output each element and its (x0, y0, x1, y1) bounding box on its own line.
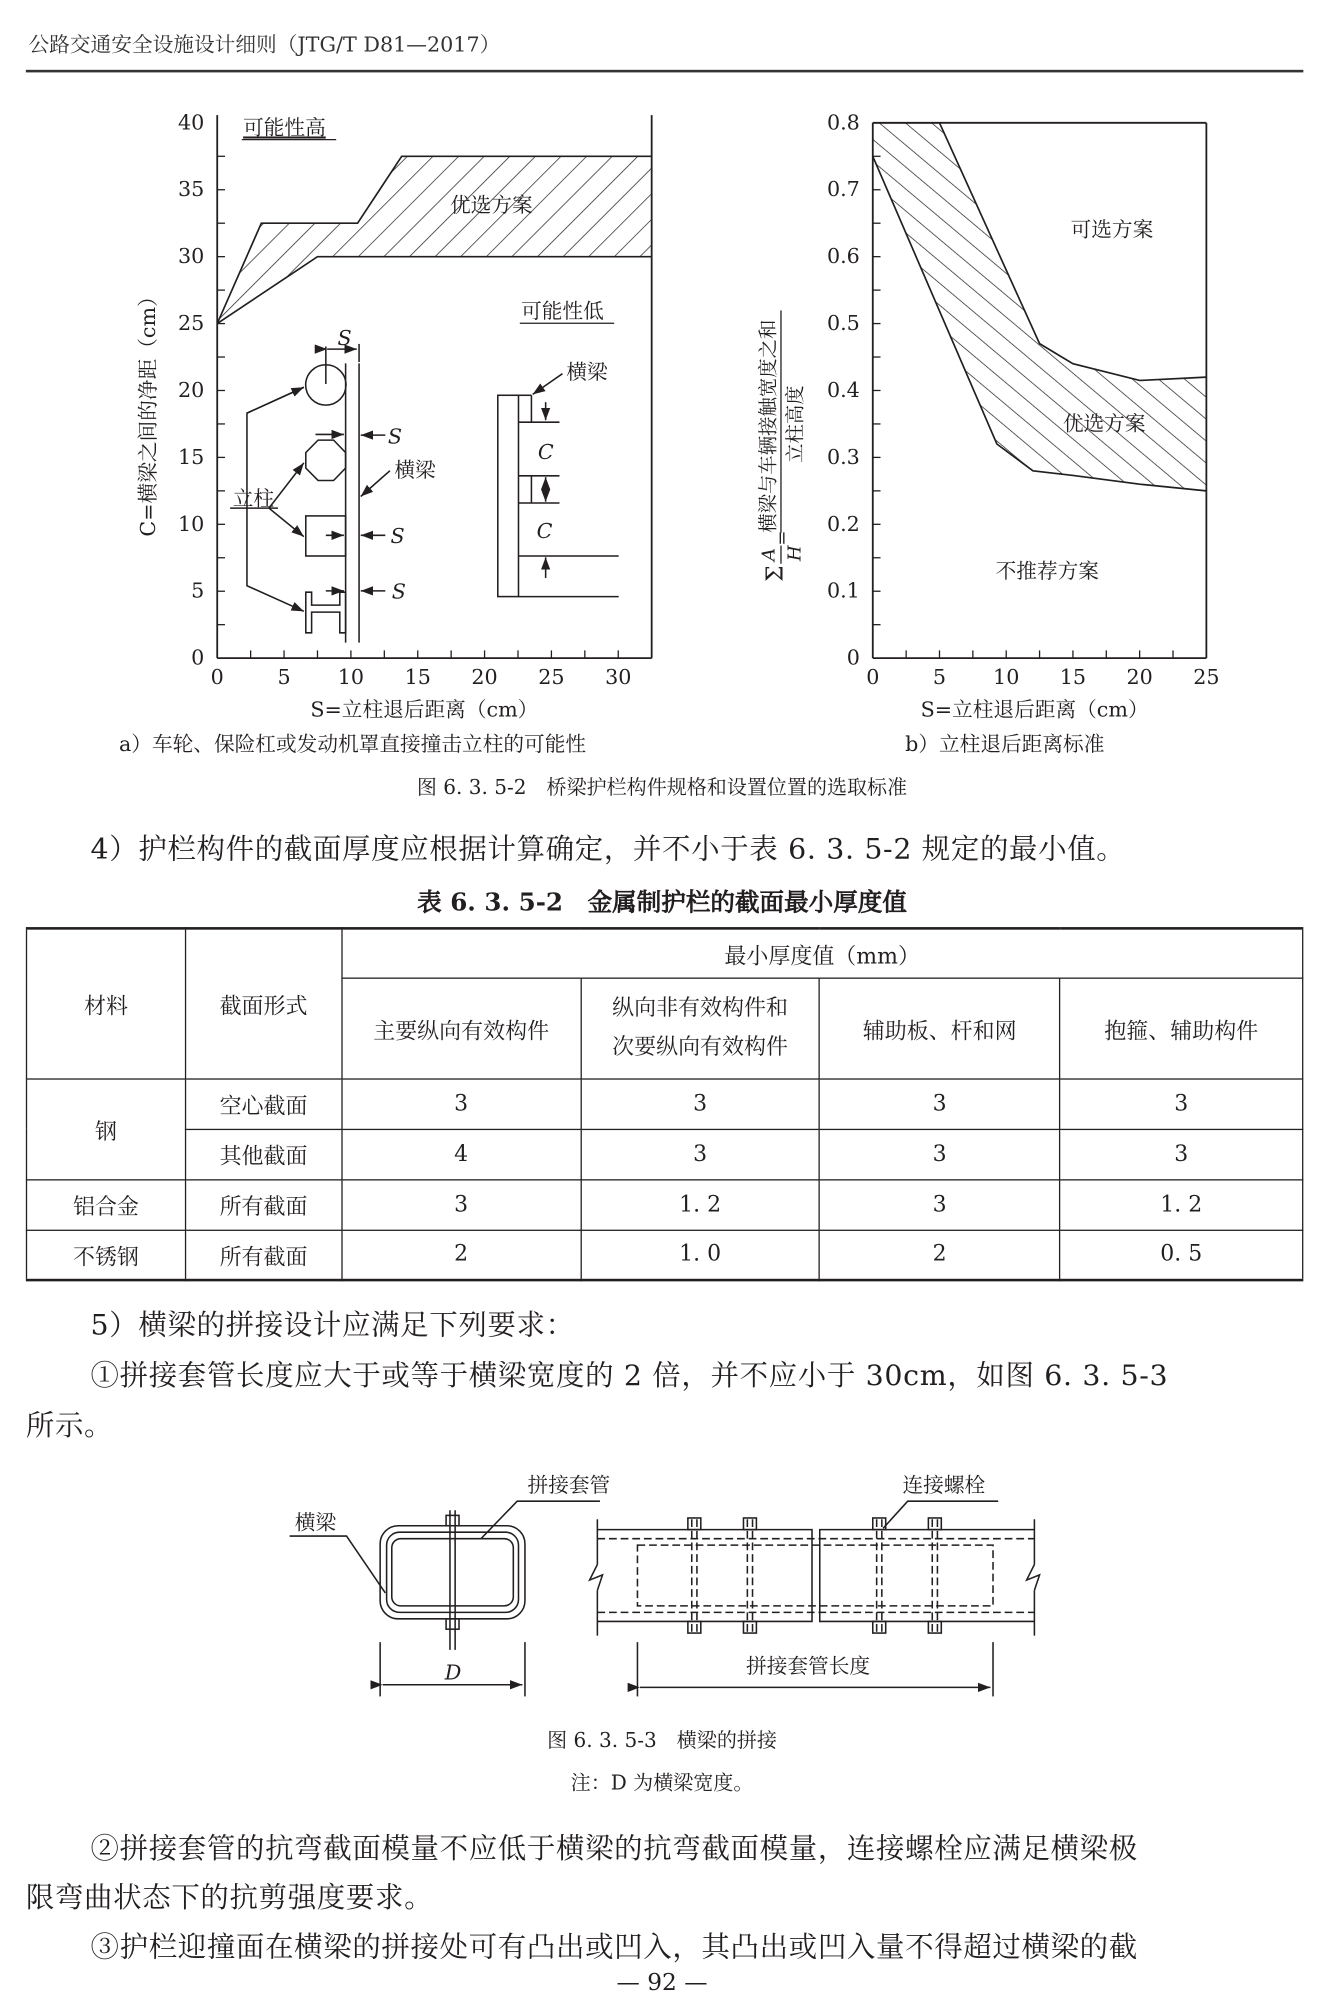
x-tick-label: 5 (277, 664, 291, 689)
label-beam: 横梁 (294, 1510, 337, 1535)
figure-caption-6-3-5-3: 图 6. 3. 5-3 横梁的拼接 (547, 1727, 777, 1752)
y-tick-label: 0.3 (826, 444, 860, 469)
y-tick-label: 0.5 (826, 311, 860, 336)
label-c: C (536, 518, 553, 543)
x-tick-label: 0 (866, 664, 880, 689)
y-tick-label: 0 (846, 645, 860, 670)
label-beam-right: 横梁 (566, 359, 608, 384)
min-thickness-table (26, 927, 1303, 1281)
item-3-line-1: ③护栏迎撞面在横梁的拼接处可有凸出或凹入，其凸出或凹入量不得超过横梁的截 (90, 1931, 1138, 1965)
figure-caption-6-3-5-2: 图 6. 3. 5-2 桥梁护栏构件规格和设置位置的选取标准 (416, 774, 908, 799)
label-high-likelihood: 可能性高 (243, 115, 326, 140)
label-sleeve: 拼接套管 (527, 1473, 611, 1498)
header-material: 材料 (27, 928, 186, 1078)
table-row: 铝合金 所有截面 3 1. 2 3 1. 2 (27, 1179, 1303, 1229)
svg-text:=: = (771, 530, 793, 546)
y-tick-label: 0.1 (826, 578, 860, 603)
header-section: 截面形式 (185, 928, 341, 1078)
x-tick-label: 20 (1126, 664, 1153, 689)
x-tick-label: 20 (471, 664, 498, 689)
label-preferred-b: 优选方案 (1062, 411, 1146, 436)
figure-6-3-5-2 (0, 103, 1324, 801)
paragraph-5: 5）横梁的拼接设计应满足下列要求： (90, 1309, 575, 1343)
x-tick-label: 15 (1059, 664, 1087, 689)
item-2-line-2: 限弯曲状态下的抗剪强度要求。 (25, 1882, 434, 1915)
label-post: 立柱 (232, 486, 275, 511)
label-beam: 横梁 (394, 458, 436, 483)
label-s-top: S (337, 326, 352, 351)
item-1-line-2: 所示。 (25, 1410, 114, 1443)
figure-note: 注：D 为横梁宽度。 (570, 1770, 754, 1795)
x-axis-label-b: S=立柱退后距离（cm） (920, 697, 1149, 722)
x-tick-label: 10 (993, 664, 1020, 689)
page-number: — 92 — (616, 1969, 708, 1997)
x-tick-label: 15 (404, 664, 431, 689)
label-optional: 可选方案 (1070, 217, 1154, 242)
y-tick-label: 10 (177, 511, 205, 536)
header-col: 主要纵向有效构件 (342, 978, 581, 1079)
paragraph-4: 4）护栏构件的截面厚度应根据计算确定，并不小于表 6. 3. 5-2 规定的最小值。 (90, 833, 1126, 867)
y-tick-label: 30 (177, 244, 205, 269)
svg-text:横梁与车辆接触宽度之和: 横梁与车辆接触宽度之和 (756, 319, 780, 533)
label-s: S (391, 579, 406, 604)
y-tick-label: 35 (177, 177, 205, 202)
label-not-recommended: 不推荐方案 (995, 558, 1099, 583)
figure-6-3-5-3 (0, 1461, 1324, 1804)
table-row: 钢 空心截面 3 3 3 3 (27, 1078, 1303, 1128)
x-tick-label: 25 (1193, 664, 1220, 689)
label-s: S (387, 424, 403, 449)
header-col: 抱箍、辅助构件 (1060, 978, 1303, 1079)
y-axis-label-b (757, 310, 807, 582)
label-d: D (444, 1660, 462, 1685)
beam-spacing-inset (498, 374, 619, 597)
item-1-line-1: ①拼接套管长度应大于或等于横梁宽度的 2 倍，并不应小于 30cm，如图 6. 3. 5-3 (90, 1360, 1169, 1393)
y-tick-label: 0.6 (826, 244, 860, 269)
svg-text:A: A (758, 548, 780, 562)
y-tick-label: 40 (177, 110, 205, 135)
x-tick-label: 30 (605, 664, 632, 689)
chart-a (178, 110, 652, 689)
table-row: 其他截面 4 3 3 3 (27, 1129, 1303, 1179)
svg-text:Σ: Σ (761, 565, 789, 582)
label-c: C (537, 440, 554, 465)
subcaption-a: a）车轮、保险杠或发动机罩直接撞击立柱的可能性 (118, 732, 587, 757)
y-tick-label: 0.7 (826, 177, 860, 202)
header-col: 辅助板、杆和网 (820, 978, 1060, 1079)
header-divider (26, 70, 1303, 72)
table-row: 不锈钢 所有截面 2 1. 0 2 0. 5 (27, 1230, 1303, 1280)
x-axis-label-a: S=立柱退后距离（cm） (310, 697, 539, 722)
running-header: 公路交通安全设施设计细则（JTG/T D81—2017） (28, 32, 501, 57)
label-sleeve-length: 拼接套管长度 (746, 1654, 871, 1679)
y-tick-label: 0.2 (826, 511, 860, 536)
item-2-line-1: ②拼接套管的抗弯截面模量不应低于横梁的抗弯截面模量，连接螺栓应满足横梁极 (90, 1833, 1138, 1866)
y-axis-label-a: C=横梁之间的净距（cm） (136, 286, 161, 537)
label-low-likelihood: 可能性低 (521, 299, 604, 324)
label-bolt: 连接螺栓 (902, 1473, 986, 1498)
y-tick-label: 0.8 (826, 110, 860, 135)
y-tick-label: 20 (177, 377, 205, 402)
header-col: 纵向非有效构件和 次要纵向有效构件 (581, 978, 820, 1079)
y-tick-label: 0 (191, 645, 205, 670)
label-preferred-a: 优选方案 (449, 193, 533, 218)
x-tick-label: 25 (538, 664, 565, 689)
chart-b (827, 110, 1220, 689)
x-tick-label: 5 (932, 664, 947, 689)
subcaption-b: b）立柱退后距离标准 (905, 732, 1105, 757)
preferred-region-hatch (873, 123, 1207, 491)
svg-text:立柱高度: 立柱高度 (783, 385, 807, 463)
label-s: S (390, 524, 405, 549)
octagon-post-icon (306, 440, 346, 480)
y-tick-label: 5 (191, 578, 205, 603)
y-tick-label: 0.4 (826, 377, 860, 402)
y-tick-label: 25 (177, 311, 205, 336)
x-tick-label: 10 (337, 664, 365, 689)
header-min-thickness: 最小厚度值（mm） (342, 928, 1303, 977)
table-title: 表 6. 3. 5-2 金属制护栏的截面最小厚度值 (417, 888, 907, 917)
svg-text:H: H (784, 545, 806, 562)
x-tick-label: 0 (210, 664, 224, 689)
y-tick-label: 15 (177, 444, 205, 469)
i-beam-post-icon (306, 592, 346, 633)
